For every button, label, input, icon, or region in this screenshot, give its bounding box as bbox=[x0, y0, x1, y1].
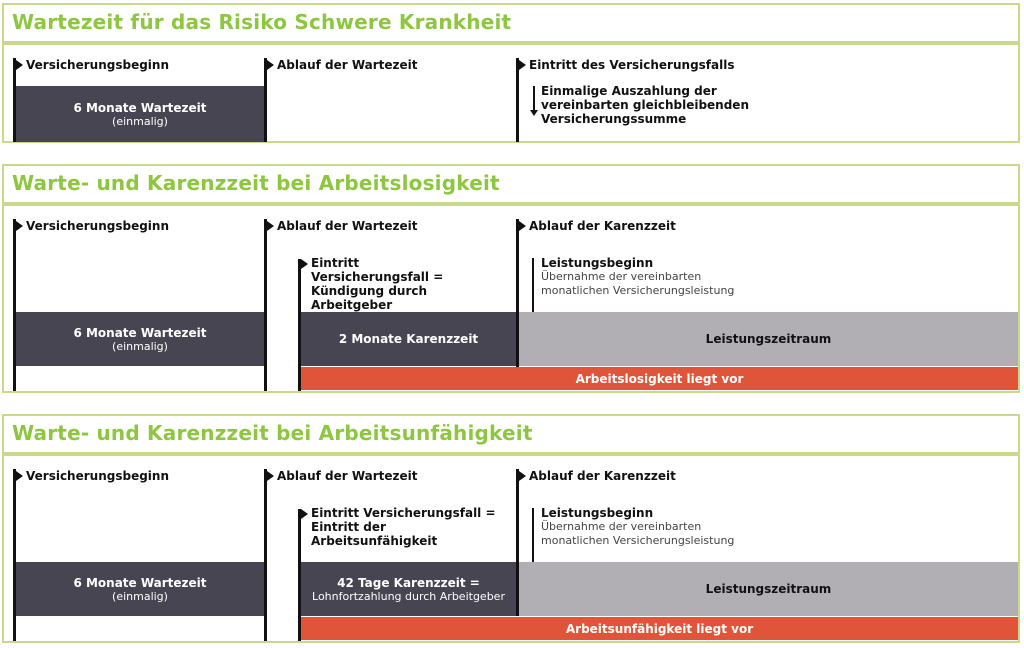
benefit-line bbox=[532, 258, 534, 316]
milestone-eintritt-versicherungsfall: Eintritt des Versicherungsfalls bbox=[529, 58, 735, 72]
flag-icon bbox=[267, 221, 274, 231]
milestone-ablauf-karenzzeit: Ablauf der Karenzzeit bbox=[529, 469, 676, 483]
flag-icon bbox=[267, 60, 274, 70]
flag-icon bbox=[301, 259, 308, 269]
wartezeit-block bbox=[16, 312, 264, 366]
milestone-versicherungsbeginn: Versicherungsbeginn bbox=[26, 58, 169, 72]
payout-note: Einmalige Auszahlung der vereinbarten gleichbleibenden Versicherungssumme bbox=[541, 84, 749, 126]
milestone-ablauf-karenzzeit: Ablauf der Karenzzeit bbox=[529, 219, 676, 233]
event-note: Eintritt Versicherungsfall = Kündigung durch Arbeitgeber bbox=[311, 256, 444, 312]
flag-icon bbox=[16, 60, 23, 70]
karenzzeit-block bbox=[301, 312, 516, 366]
wartezeit-block-title: 6 Monate Wartezeit bbox=[73, 325, 207, 340]
wartezeit-block-sub: (einmalig) bbox=[112, 589, 168, 603]
benefit-line bbox=[532, 508, 534, 566]
flag-icon bbox=[267, 471, 274, 481]
benefit-title: Leistungsbeginn bbox=[541, 256, 654, 270]
status-bar-label: Arbeitslosigkeit liegt vor bbox=[575, 371, 744, 386]
benefit-title: Leistungsbeginn bbox=[541, 506, 654, 520]
status-bar bbox=[301, 617, 1018, 640]
wartezeit-block bbox=[16, 86, 264, 142]
milestone-line bbox=[264, 58, 267, 142]
milestone-line bbox=[264, 469, 267, 641]
section-2-title: Warte- und Karenzzeit bei Arbeitslosigkeit bbox=[12, 171, 500, 195]
flag-icon bbox=[519, 471, 526, 481]
event-note: Eintritt Versicherungsfall = Eintritt der Arbeitsunfähigkeit bbox=[311, 506, 496, 548]
karenzzeit-block-sub: Lohnfortzahlung durch Arbeitgeber bbox=[312, 589, 505, 603]
karenzzeit-block-title: 42 Tage Karenzzeit = bbox=[337, 575, 480, 590]
leistungszeitraum-label: Leistungszeitraum bbox=[705, 582, 832, 596]
flag-icon bbox=[16, 471, 23, 481]
milestone-ablauf-wartezeit: Ablauf der Wartezeit bbox=[277, 469, 418, 483]
flag-icon bbox=[301, 509, 308, 519]
status-bar bbox=[301, 367, 1018, 390]
milestone-versicherungsbeginn: Versicherungsbeginn bbox=[26, 219, 169, 233]
wartezeit-block-title: 6 Monate Wartezeit bbox=[73, 100, 207, 115]
milestone-line bbox=[516, 58, 519, 142]
milestone-ablauf-wartezeit: Ablauf der Wartezeit bbox=[277, 219, 418, 233]
section-1-title-bar bbox=[2, 3, 1020, 43]
flag-icon bbox=[519, 221, 526, 231]
flag-icon bbox=[16, 221, 23, 231]
milestone-versicherungsbeginn: Versicherungsbeginn bbox=[26, 469, 169, 483]
leistungszeitraum-block bbox=[519, 312, 1018, 366]
benefit-sub: Übernahme der vereinbarten monatlichen Versicherungsleistung bbox=[541, 520, 735, 547]
leistungszeitraum-block bbox=[519, 562, 1018, 616]
milestone-ablauf-wartezeit: Ablauf der Wartezeit bbox=[277, 58, 418, 72]
leistungszeitraum-label: Leistungszeitraum bbox=[705, 332, 832, 346]
section-1-title: Wartezeit für das Risiko Schwere Krankheit bbox=[12, 10, 512, 34]
karenzzeit-block bbox=[301, 562, 516, 616]
wartezeit-block-sub: (einmalig) bbox=[112, 339, 168, 353]
payout-line bbox=[533, 86, 535, 112]
arrow-down-icon bbox=[530, 110, 538, 116]
section-3-title: Warte- und Karenzzeit bei Arbeitsunfähigkeit bbox=[12, 421, 533, 445]
benefit-sub: Übernahme der vereinbarten monatlichen Versicherungsleistung bbox=[541, 270, 735, 297]
wartezeit-block bbox=[16, 562, 264, 616]
wartezeit-block-sub: (einmalig) bbox=[112, 114, 168, 128]
karenzzeit-block-title: 2 Monate Karenzzeit bbox=[338, 332, 479, 346]
status-bar-label: Arbeitsunfähigkeit liegt vor bbox=[565, 621, 754, 636]
section-2-title-bar bbox=[2, 164, 1020, 204]
flag-icon bbox=[519, 60, 526, 70]
milestone-line bbox=[264, 219, 267, 391]
section-3-title-bar bbox=[2, 414, 1020, 454]
wartezeit-block-title: 6 Monate Wartezeit bbox=[73, 575, 207, 590]
